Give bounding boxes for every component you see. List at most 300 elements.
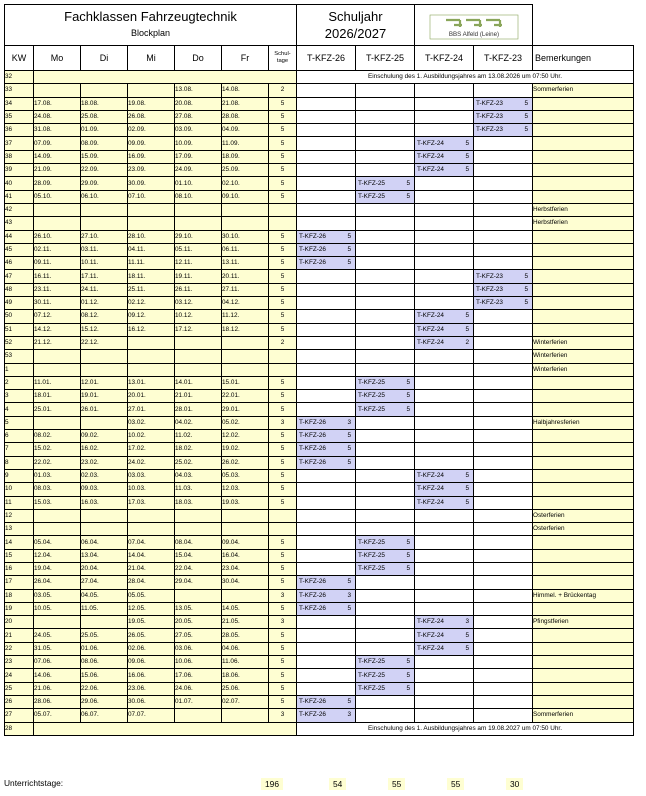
kw-cell: 17 <box>5 576 34 589</box>
date-cell: 08.02. <box>34 430 81 443</box>
date-cell: 14.08. <box>222 84 269 97</box>
footer-class-4: 30 <box>506 778 523 790</box>
date-cell: 03.12. <box>175 297 222 310</box>
date-cell: 18.09. <box>222 150 269 163</box>
date-cell: 27.05. <box>175 629 222 642</box>
kw-cell: 20 <box>5 616 34 629</box>
remark-cell <box>533 403 634 416</box>
remark-cell <box>533 257 634 270</box>
date-cell: 10.11. <box>81 257 128 270</box>
week-row <box>5 443 634 456</box>
class-cell <box>415 562 474 575</box>
col-remarks: Bemerkungen <box>533 46 634 71</box>
week-row <box>5 217 634 230</box>
class-block <box>356 656 415 669</box>
logo-cell <box>415 5 533 46</box>
class-cell <box>474 203 533 216</box>
class-cell <box>415 695 474 708</box>
class-cell <box>297 84 356 97</box>
class-cell <box>474 669 533 682</box>
class-days: 3 <box>347 711 351 719</box>
kw-cell: 33 <box>5 84 34 97</box>
col-class-4: T-KFZ-23 <box>474 46 533 71</box>
schultage-cell: 5 <box>269 469 297 482</box>
date-cell: 17.03. <box>128 496 175 509</box>
class-days: 5 <box>406 565 410 573</box>
date-cell: 01.12. <box>81 297 128 310</box>
class-cell <box>297 124 356 137</box>
class-name: T-KFZ-24 <box>417 166 444 174</box>
date-cell: 02.09. <box>128 124 175 137</box>
class-cell <box>297 97 356 110</box>
class-cell <box>297 509 356 522</box>
date-cell: 23.02. <box>81 456 128 469</box>
class-cell <box>415 376 474 389</box>
week-row <box>5 536 634 549</box>
class-cell <box>356 642 415 655</box>
class-cell <box>356 629 415 642</box>
date-cell: 31.08. <box>34 124 81 137</box>
class-block-content <box>297 444 355 454</box>
schultage-cell <box>269 350 297 363</box>
remark-cell <box>533 469 634 482</box>
class-name: T-KFZ-23 <box>476 126 503 134</box>
date-cell <box>81 363 128 376</box>
class-cell <box>415 390 474 403</box>
date-cell: 05.11. <box>175 243 222 256</box>
schultage-cell: 5 <box>269 297 297 310</box>
date-cell: 09.09. <box>128 137 175 150</box>
class-cell <box>356 443 415 456</box>
class-block-content <box>415 617 473 627</box>
remark-cell <box>533 150 634 163</box>
class-cell <box>474 350 533 363</box>
date-cell: 08.09. <box>81 137 128 150</box>
class-cell <box>297 549 356 562</box>
week-row <box>5 629 634 642</box>
remark-cell: Sommerferien <box>533 709 634 722</box>
week-row <box>5 363 634 376</box>
week-row <box>5 150 634 163</box>
date-cell: 08.12. <box>81 310 128 323</box>
class-days: 5 <box>524 99 528 107</box>
class-cell <box>356 124 415 137</box>
date-cell: 11.12. <box>222 310 269 323</box>
class-cell <box>415 536 474 549</box>
col-class-1: T-KFZ-26 <box>297 46 356 71</box>
date-cell <box>128 363 175 376</box>
class-block-content <box>297 591 355 601</box>
class-block-content <box>356 378 414 388</box>
date-cell: 19.01. <box>81 390 128 403</box>
date-cell <box>81 203 128 216</box>
date-cell: 04.02. <box>175 416 222 429</box>
class-cell <box>356 509 415 522</box>
date-cell <box>81 616 128 629</box>
class-days: 5 <box>406 192 410 200</box>
date-cell: 30.11. <box>34 297 81 310</box>
date-cell: 16.03. <box>81 496 128 509</box>
week-row <box>5 71 634 84</box>
date-cell: 13.01. <box>128 376 175 389</box>
date-cell: 22.09. <box>81 164 128 177</box>
date-cell: 12.04. <box>34 549 81 562</box>
date-cell: 20.08. <box>175 97 222 110</box>
class-days: 5 <box>524 299 528 307</box>
class-days: 5 <box>465 325 469 333</box>
class-cell <box>297 283 356 296</box>
class-block <box>415 496 474 509</box>
date-cell: 26.01. <box>81 403 128 416</box>
kw-cell: 40 <box>5 177 34 190</box>
class-name: T-KFZ-24 <box>417 152 444 160</box>
class-cell <box>356 270 415 283</box>
week-row <box>5 576 634 589</box>
date-cell <box>175 589 222 602</box>
week-row <box>5 350 634 363</box>
class-days: 5 <box>347 232 351 240</box>
class-days: 5 <box>406 684 410 692</box>
year-value: 2026/2027 <box>324 26 387 41</box>
date-cell <box>222 509 269 522</box>
remark-cell <box>533 323 634 336</box>
date-cell: 05.04. <box>34 536 81 549</box>
class-cell <box>474 164 533 177</box>
class-cell <box>297 177 356 190</box>
week-row <box>5 456 634 469</box>
class-days: 5 <box>406 392 410 400</box>
remark-cell <box>533 110 634 123</box>
class-block <box>415 137 474 150</box>
class-block-content <box>356 657 414 667</box>
kw-cell: 22 <box>5 642 34 655</box>
date-cell <box>128 350 175 363</box>
class-name: T-KFZ-26 <box>299 232 326 240</box>
kw-cell: 46 <box>5 257 34 270</box>
footer-label: Unterrichtstage: <box>4 778 64 788</box>
class-block <box>297 576 356 589</box>
class-cell <box>356 523 415 536</box>
remark-cell: Herbstferien <box>533 203 634 216</box>
class-cell <box>415 217 474 230</box>
schultage-cell <box>269 203 297 216</box>
class-cell <box>474 177 533 190</box>
class-cell <box>474 496 533 509</box>
date-cell: 08.10. <box>175 190 222 203</box>
class-cell <box>297 483 356 496</box>
class-cell <box>415 97 474 110</box>
class-cell <box>356 97 415 110</box>
footer <box>4 776 644 790</box>
date-cell <box>175 709 222 722</box>
remark-cell <box>533 483 634 496</box>
schultage-cell: 5 <box>269 602 297 615</box>
date-cell: 28.10. <box>128 230 175 243</box>
date-cell <box>81 416 128 429</box>
date-cell: 30.06. <box>128 695 175 708</box>
class-block-content <box>474 99 532 109</box>
week-row <box>5 110 634 123</box>
schultage-cell: 5 <box>269 430 297 443</box>
class-block <box>415 150 474 163</box>
week-row <box>5 669 634 682</box>
week-row <box>5 642 634 655</box>
schultage-cell: 5 <box>269 323 297 336</box>
class-block <box>415 310 474 323</box>
class-name: T-KFZ-24 <box>417 631 444 639</box>
date-cell: 01.03. <box>34 469 81 482</box>
week-row <box>5 469 634 482</box>
class-cell <box>415 203 474 216</box>
class-cell <box>474 523 533 536</box>
class-block <box>415 483 474 496</box>
class-cell <box>356 336 415 349</box>
schultage-cell: 3 <box>269 709 297 722</box>
date-cell <box>34 363 81 376</box>
remark-cell: Sommerferien <box>533 84 634 97</box>
date-cell: 10.03. <box>128 483 175 496</box>
kw-cell: 45 <box>5 243 34 256</box>
date-cell: 26.04. <box>34 576 81 589</box>
class-cell <box>415 669 474 682</box>
remark-cell: Herbstferien <box>533 217 634 230</box>
date-cell: 18.03. <box>175 496 222 509</box>
class-cell <box>415 602 474 615</box>
class-block-content <box>297 258 355 268</box>
class-block-content <box>474 112 532 122</box>
date-cell: 26.10. <box>34 230 81 243</box>
class-cell <box>356 310 415 323</box>
schultage-cell: 5 <box>269 682 297 695</box>
kw-cell: 15 <box>5 549 34 562</box>
class-cell <box>356 257 415 270</box>
kw-cell: 25 <box>5 682 34 695</box>
schultage-cell: 5 <box>269 97 297 110</box>
date-cell: 09.04. <box>222 536 269 549</box>
kw-cell: 44 <box>5 230 34 243</box>
date-cell: 15.12. <box>81 323 128 336</box>
date-cell <box>128 217 175 230</box>
announcement: Einschulung des 1. Ausbildungsjahres am 13.08.2026 um 07:50 Uhr. <box>297 71 634 84</box>
date-cell: 01.09. <box>81 124 128 137</box>
class-cell <box>474 616 533 629</box>
class-days: 5 <box>465 644 469 652</box>
footer-class-2: 55 <box>388 778 405 790</box>
class-block-content <box>415 152 473 162</box>
class-cell <box>297 669 356 682</box>
date-cell: 27.11. <box>222 283 269 296</box>
class-days: 5 <box>406 551 410 559</box>
class-cell <box>415 110 474 123</box>
schultage-cell: 5 <box>269 230 297 243</box>
class-block-content <box>297 232 355 242</box>
schultage-cell <box>269 509 297 522</box>
date-cell: 01.10. <box>175 177 222 190</box>
class-cell <box>415 243 474 256</box>
class-block <box>297 243 356 256</box>
class-cell <box>474 456 533 469</box>
class-name: T-KFZ-25 <box>358 551 385 559</box>
date-cell <box>175 336 222 349</box>
date-cell <box>222 709 269 722</box>
date-cell <box>222 217 269 230</box>
class-cell <box>415 509 474 522</box>
date-cell <box>128 336 175 349</box>
class-cell <box>415 709 474 722</box>
date-cell: 25.06. <box>222 682 269 695</box>
class-days: 5 <box>406 538 410 546</box>
date-cell: 09.06. <box>128 656 175 669</box>
remark-cell <box>533 97 634 110</box>
class-block-content <box>356 671 414 681</box>
schultage-cell: 5 <box>269 483 297 496</box>
class-block-content <box>297 604 355 614</box>
date-cell <box>175 523 222 536</box>
date-cell: 14.09. <box>34 150 81 163</box>
date-cell: 14.01. <box>175 376 222 389</box>
class-days: 5 <box>347 246 351 253</box>
date-cell: 15.03. <box>34 496 81 509</box>
date-cell: 30.09. <box>128 177 175 190</box>
class-cell <box>474 230 533 243</box>
kw-cell: 10 <box>5 483 34 496</box>
col-kw: KW <box>5 46 34 71</box>
class-cell <box>474 549 533 562</box>
schultage-cell: 5 <box>269 376 297 389</box>
week-row <box>5 416 634 429</box>
class-name: T-KFZ-23 <box>476 285 503 293</box>
schultage-cell: 5 <box>269 243 297 256</box>
date-cell: 26.08. <box>128 110 175 123</box>
date-cell <box>222 203 269 216</box>
date-cell <box>34 509 81 522</box>
schultage-cell <box>269 217 297 230</box>
class-cell <box>297 562 356 575</box>
class-days: 5 <box>347 259 351 267</box>
date-cell: 02.07. <box>222 695 269 708</box>
class-block <box>297 443 356 456</box>
kw-cell: 8 <box>5 456 34 469</box>
date-cell: 06.10. <box>81 190 128 203</box>
kw-cell: 50 <box>5 310 34 323</box>
class-name: T-KFZ-26 <box>299 432 326 440</box>
class-name: T-KFZ-25 <box>358 192 385 200</box>
class-block <box>297 230 356 243</box>
class-block <box>415 323 474 336</box>
week-row <box>5 190 634 203</box>
class-cell <box>474 509 533 522</box>
date-cell: 03.05. <box>34 589 81 602</box>
class-name: T-KFZ-24 <box>417 498 444 506</box>
schultage-cell: 5 <box>269 190 297 203</box>
class-block <box>415 469 474 482</box>
week-row <box>5 403 634 416</box>
class-name: T-KFZ-25 <box>358 378 385 386</box>
date-cell <box>34 616 81 629</box>
class-cell <box>415 190 474 203</box>
date-cell <box>222 350 269 363</box>
class-name: T-KFZ-26 <box>299 259 326 267</box>
week-row <box>5 430 634 443</box>
date-cell: 19.04. <box>34 562 81 575</box>
date-cell: 27.04. <box>81 576 128 589</box>
date-cell: 03.06. <box>175 642 222 655</box>
class-cell <box>415 682 474 695</box>
date-cell <box>222 336 269 349</box>
col-class-2: T-KFZ-25 <box>356 46 415 71</box>
class-block <box>415 336 474 349</box>
date-cell <box>128 203 175 216</box>
date-cell <box>175 203 222 216</box>
date-cell: 15.04. <box>175 549 222 562</box>
date-cell <box>222 363 269 376</box>
class-days: 5 <box>465 139 469 147</box>
schultage-cell <box>269 523 297 536</box>
class-block <box>474 283 533 296</box>
date-cell: 25.08. <box>81 110 128 123</box>
class-cell <box>415 443 474 456</box>
week-row <box>5 709 634 722</box>
remark-cell <box>533 270 634 283</box>
remark-cell <box>533 456 634 469</box>
date-cell: 04.11. <box>128 243 175 256</box>
class-cell <box>356 589 415 602</box>
class-cell <box>474 695 533 708</box>
date-cell: 07.04. <box>128 536 175 549</box>
date-cell: 04.06. <box>222 642 269 655</box>
class-cell <box>356 709 415 722</box>
week-row <box>5 124 634 137</box>
class-block-content <box>297 418 355 428</box>
class-block <box>415 642 474 655</box>
date-cell: 07.10. <box>128 190 175 203</box>
class-cell <box>474 469 533 482</box>
announcement: Einschulung des 1. Ausbildungsjahres am 19.08.2027 um 07:50 Uhr. <box>297 722 634 735</box>
date-cell: 20.11. <box>222 270 269 283</box>
remark-cell <box>533 376 634 389</box>
class-block-content <box>297 431 355 441</box>
date-cell <box>81 84 128 97</box>
date-cell: 04.09. <box>222 124 269 137</box>
date-cell: 12.02. <box>222 430 269 443</box>
class-cell <box>297 310 356 323</box>
class-block-content <box>297 577 355 587</box>
class-cell <box>356 469 415 482</box>
kw-cell: 42 <box>5 203 34 216</box>
week-row <box>5 336 634 349</box>
class-block-content <box>415 165 473 175</box>
class-block <box>356 190 415 203</box>
date-cell: 27.08. <box>175 110 222 123</box>
date-cell <box>222 589 269 602</box>
class-cell <box>297 629 356 642</box>
date-cell: 16.12. <box>128 323 175 336</box>
class-cell <box>415 84 474 97</box>
schultage-cell: 3 <box>269 589 297 602</box>
class-cell <box>415 270 474 283</box>
class-block <box>474 124 533 137</box>
class-cell <box>356 456 415 469</box>
class-days: 5 <box>347 458 351 466</box>
block-plan-table <box>4 4 634 736</box>
kw-cell: 14 <box>5 536 34 549</box>
class-block-content <box>415 325 473 335</box>
class-block-content <box>474 298 532 308</box>
date-cell: 20.01. <box>128 390 175 403</box>
kw-cell: 41 <box>5 190 34 203</box>
schultage-cell: 5 <box>269 150 297 163</box>
date-cell: 05.03. <box>222 469 269 482</box>
